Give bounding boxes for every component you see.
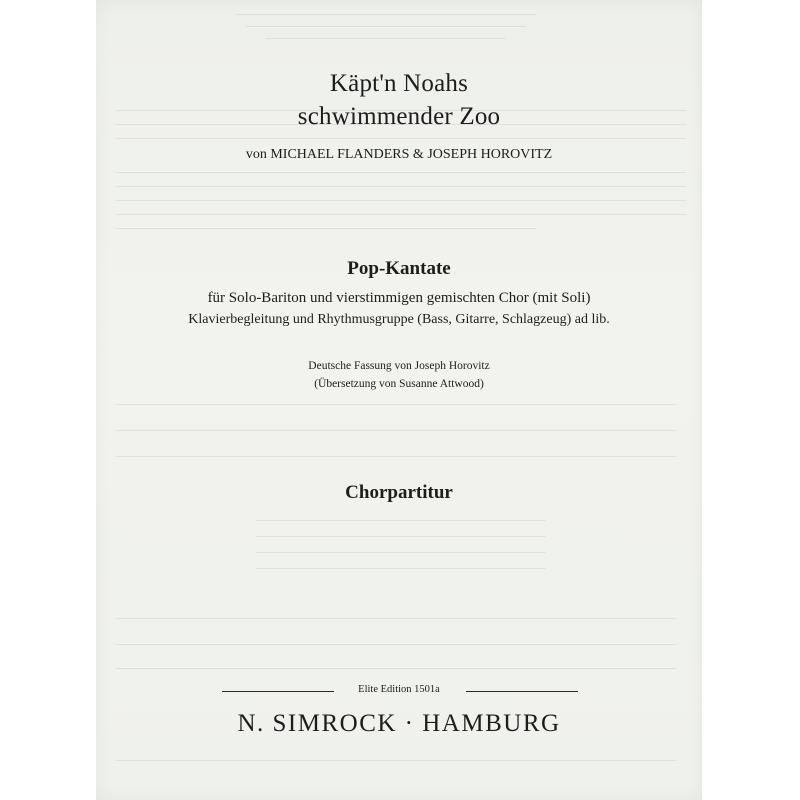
show-through-line [236, 14, 536, 15]
show-through-line [116, 186, 686, 187]
show-through-line [256, 552, 546, 553]
show-through-line [256, 520, 546, 521]
show-through-line [116, 172, 686, 173]
title-line-2: schwimmender Zoo [297, 103, 501, 130]
scoring-line-1: für Solo-Bariton und vierstimmigen gemischten Chor (mit Soli) [207, 290, 591, 306]
publisher-name: N. SIMROCK · HAMBURG [237, 710, 561, 737]
show-through-line [116, 456, 676, 457]
edition-rule-right [466, 691, 578, 692]
authors-line: von MICHAEL FLANDERS & JOSEPH HOROVITZ [245, 147, 553, 162]
show-through-line [266, 38, 506, 39]
show-through-line [246, 26, 526, 27]
show-through-line [116, 430, 676, 431]
show-through-line [116, 644, 676, 645]
title-line-1: Käpt'n Noahs [329, 70, 469, 97]
translation-line-2: (Übersetzung von Susanne Attwood) [314, 378, 484, 390]
translation-line-1: Deutsche Fassung von Joseph Horovitz [308, 360, 490, 372]
show-through-line [116, 228, 536, 229]
show-through-line [116, 618, 676, 619]
scoring-line-2: Klavierbegleitung und Rhythmusgruppe (Bass, Gitarre, Schlagzeug) ad lib. [188, 312, 610, 327]
genre-heading: Pop-Kantate [347, 258, 451, 279]
show-through-line [116, 200, 686, 201]
show-through-line [116, 668, 676, 669]
show-through-line [116, 404, 676, 405]
score-type-heading: Chorpartitur [345, 482, 453, 503]
edition-label: Elite Edition 1501a [358, 684, 440, 695]
show-through-line [256, 536, 546, 537]
title-page [96, 0, 702, 800]
show-through-line [116, 760, 676, 761]
show-through-line [116, 214, 686, 215]
show-through-line [256, 568, 546, 569]
show-through-line [116, 138, 686, 139]
